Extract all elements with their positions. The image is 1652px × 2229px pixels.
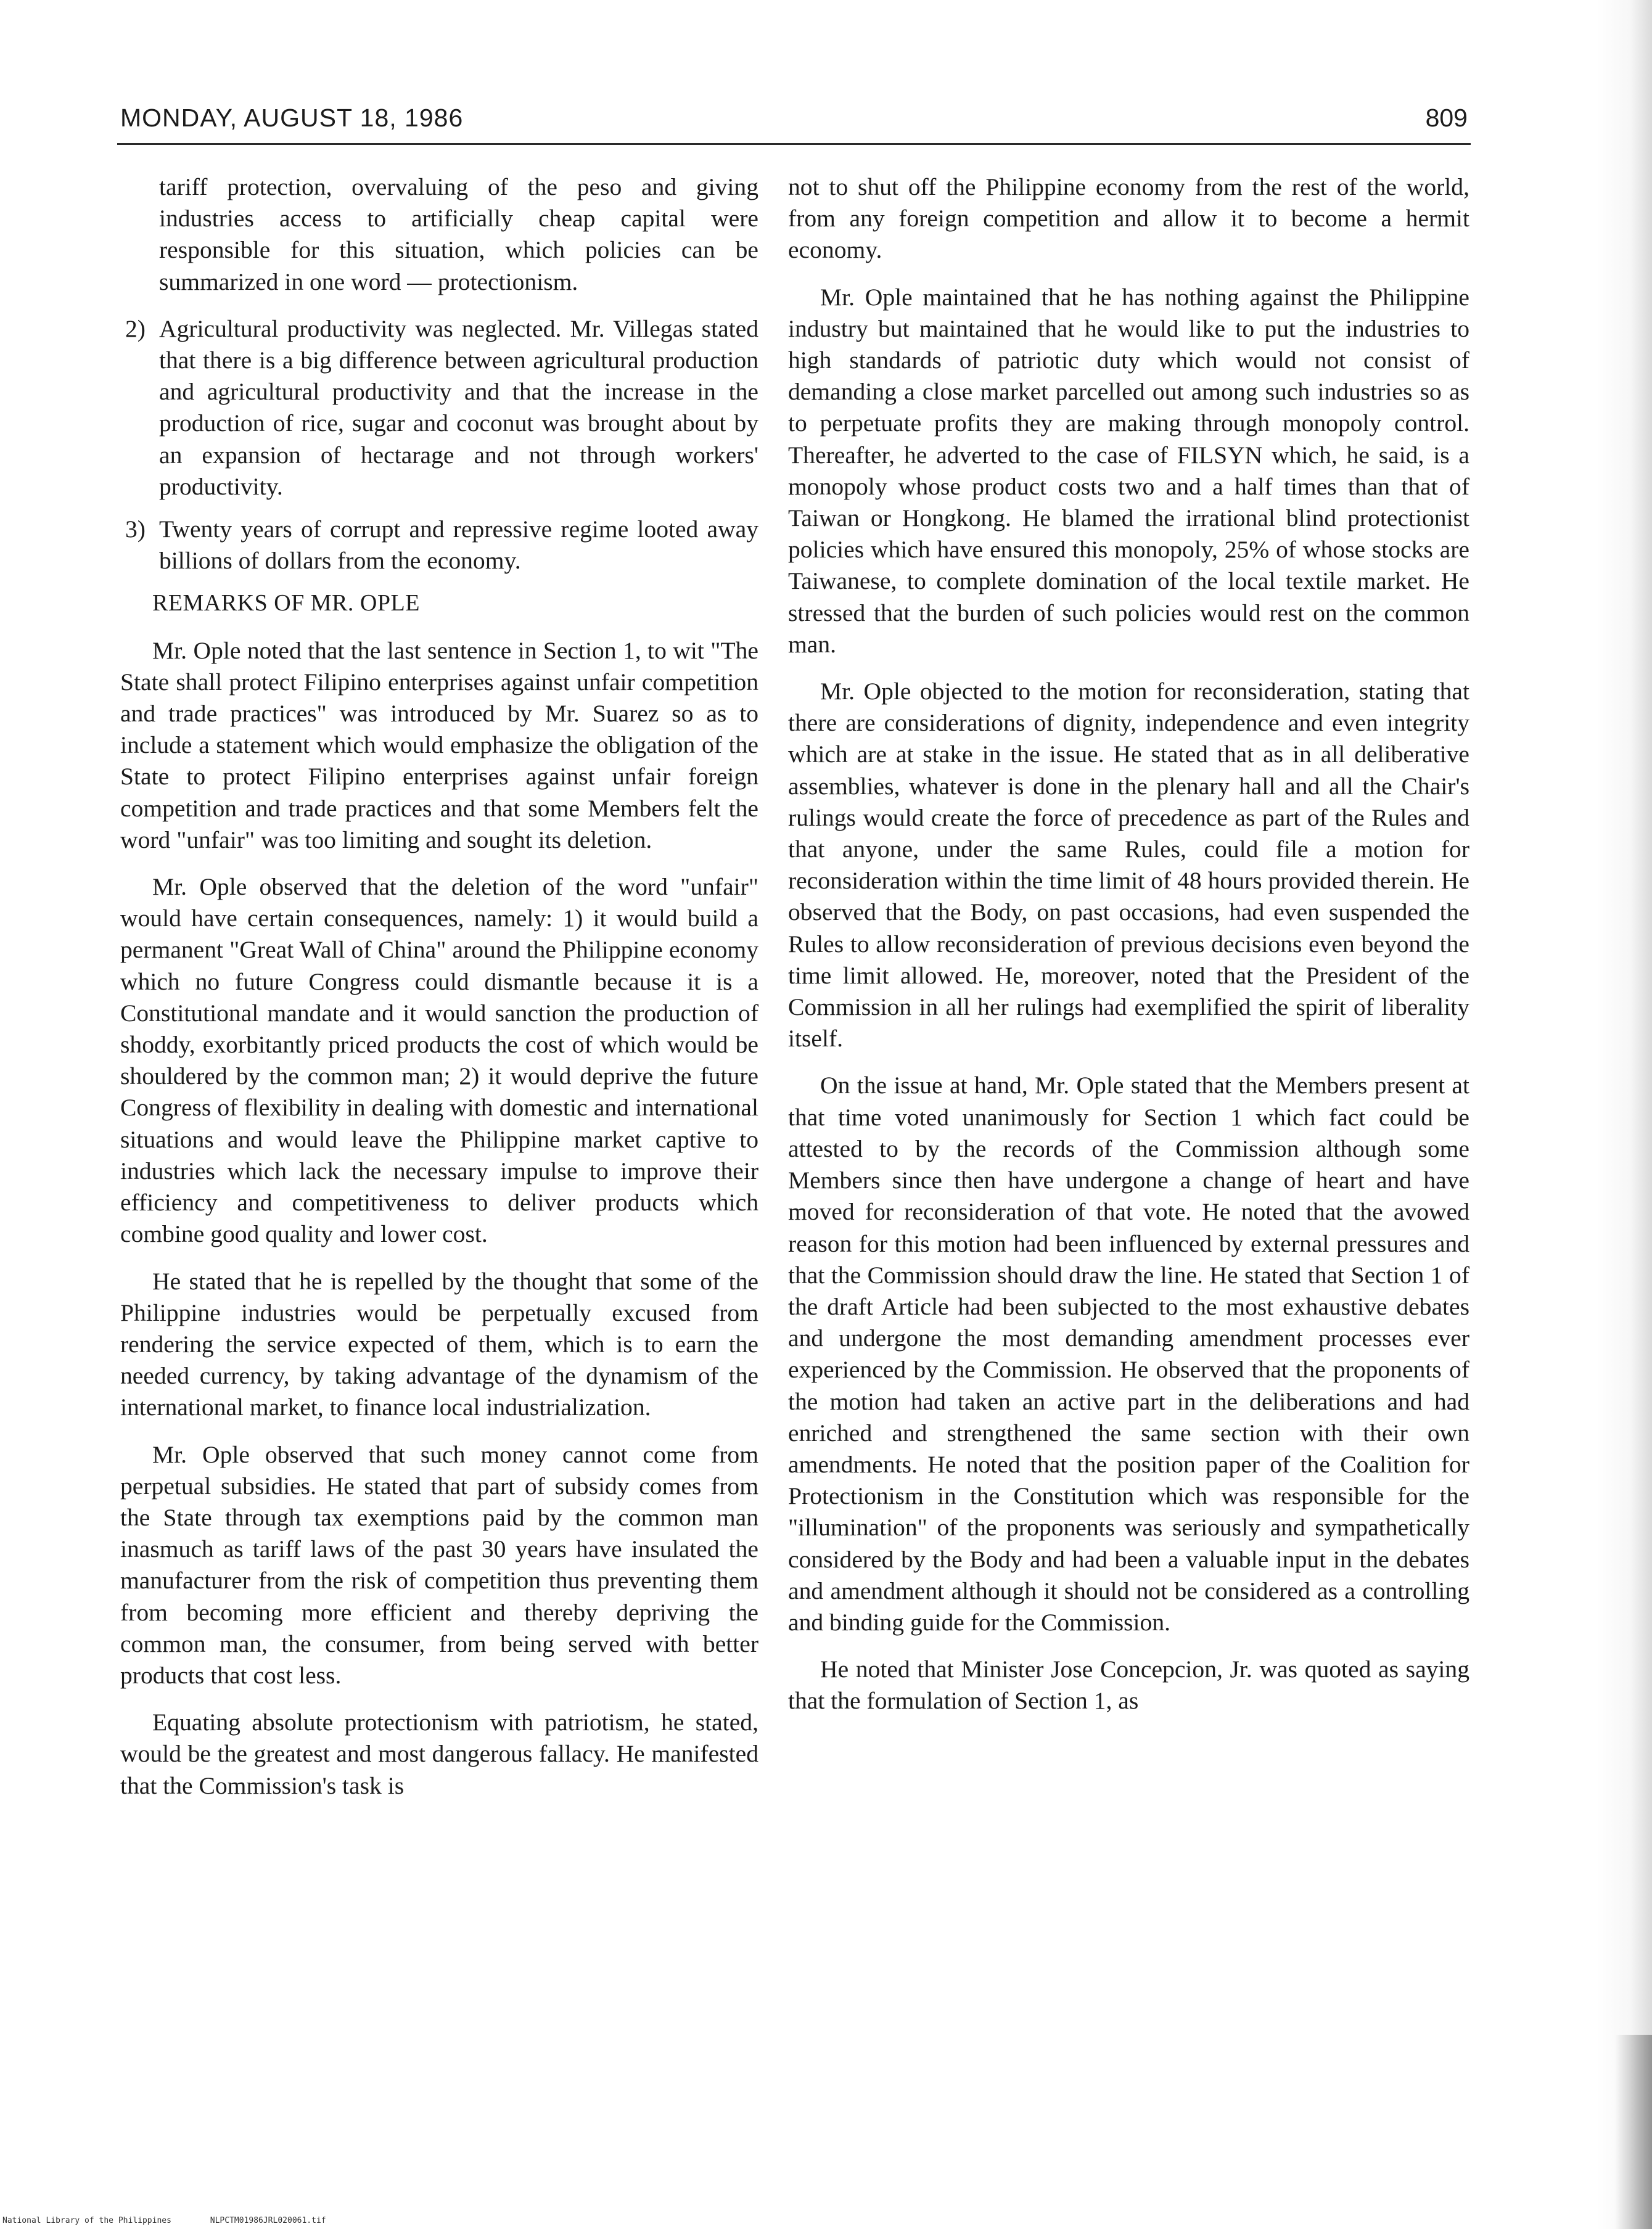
paragraph: He noted that Minister Jose Concepcion, Jr. was quoted as saying that the formulation of Section 1, as <box>788 1656 1469 1715</box>
paragraph: On the issue at hand, Mr. Ople stated that the Members present at that time voted unanimously for Section 1 which fact could be attested to by the records of the Commission although some Members since then have undergone a change of heart and have moved for reconsideration of that vote. He noted that the avowed reason for this motion had been influenced by external pressures and that the Commission should draw the line. He stated that Section 1 of the draft Article had been subjected to the most exhaustive debates and undergone the most demanding amendment processes ever experienced by the Commission. He observed that the proponents of the motion had taken an active part in the deliberations and had enriched and strengthened the same section with their own amendments. He noted that the position paper of the Coalition for Protectionism in the Constitution which was responsible for the "illumination" of the proponents was seriously and sympathetically considered by the Body and had been a valuable input in the debates and amendment although it should not be considered as a controlling and binding guide for the Commission. <box>788 1072 1469 1636</box>
list-item <box>120 313 758 503</box>
section-heading: REMARKS OF MR. OPLE <box>152 590 420 617</box>
scan-edge-shadow-bottom <box>1615 2035 1652 2229</box>
paragraph: Equating absolute protectionism with patriotism, he stated, would be the greatest and most dangerous fallacy. He manifested that the Commission's task is <box>120 1709 758 1799</box>
numbered-list <box>120 313 758 577</box>
paragraph: Mr. Ople objected to the motion for reconsideration, stating that there are considerations of dignity, independence and even integrity which are at stake in the issue. He stated that as in all deliberative assemblies, whatever is done in the plenary hall and all the Chair's rulings would create the force of precedence as part of the Rules and that anyone, under the same Rules, could file a motion for reconsideration within the time limit of 48 hours provided therein. He observed that the Body, on past occasions, had even suspended the Rules to allow reconsideration of previous decisions even beyond the time limit allowed. He, moreover, noted that the President of the Commission in all her rulings had exemplified the spirit of liberality itself. <box>788 678 1469 1053</box>
header-rule <box>117 143 1471 145</box>
page-number: 809 <box>1425 104 1468 132</box>
scan-footer <box>2 2216 360 2225</box>
scan-edge-shadow <box>1597 0 1652 2229</box>
paragraph: Mr. Ople observed that such money cannot come from perpetual subsidies. He stated that part of subsidy comes from the State through tax exemptions paid by the common man inasmuch as tariff laws of the past 30 years have insulated the manufacturer from the risk of competition thus preventing them from becoming more efficient and thereby depriving the common man, the consumer, from being served with better products that cost less. <box>120 1440 758 1689</box>
list-item-number: 3) <box>125 515 146 543</box>
list-item-text: Agricultural productivity was neglected. Mr. Villegas stated that there is a big difference between agricultural production and agricultural productivity and that the increase in the production of rice, sugar and coconut was brought about by an expansion of hectarage and not through workers' productivity. <box>159 314 758 500</box>
paragraph: He stated that he is repelled by the thought that some of the Philippine industries would be perpetually excused from rendering the service expected of them, which is to earn the needed currency, by taking advantage of the dynamism of the international market, to finance local industrialization. <box>120 1267 758 1421</box>
paragraph-continuation: not to shut off the Philippine economy from the rest of the world, from any foreign competition and allow it to become a hermit economy. <box>788 173 1469 264</box>
intro-continuation: tariff protection, overvaluing of the peso and giving industries access to artificially cheap capital were responsible for this situation, which policies can be summarized in one word — protectionism. <box>159 173 758 295</box>
list-item-text: Twenty years of corrupt and repressive regime looted away billions of dollars from the economy. <box>159 515 758 575</box>
footer-library: National Library of the Philippines <box>2 2216 171 2225</box>
footer-file-id: NLPCTM01986JRL020061.tif <box>210 2216 326 2225</box>
paragraph: Mr. Ople observed that the deletion of the word "unfair" would have certain consequences, namely: 1) it would build a permanent "Great Wall of China" around the Philippine economy which no future Congress could dismantle because it is a Constitutional mandate and it would sanction the production of shoddy, exorbitantly priced products the cost of which would be shouldered by the common man; 2) it would deprive the future Congress of flexibility in dealing with domestic and international situations and would leave the Philippine market captive to industries which lack the necessary impulse to improve their efficiency and competitiveness to deliver products which combine good quality and lower cost. <box>120 873 758 1248</box>
left-column <box>120 171 758 1817</box>
list-item-number: 2) <box>125 314 146 342</box>
paragraph: Mr. Ople noted that the last sentence in Section 1, to wit "The State shall protect Filipino enterprises against unfair competition and trade practices" was introduced by Mr. Suarez so as to include a statement which would emphasize the obligation of the State to protect Filipino enterprises against unfair foreign competition and trade practices and that some Members felt the word "unfair" was too limiting and sought its deletion. <box>120 636 758 853</box>
paragraph: Mr. Ople maintained that he has nothing against the Philippine industry but maintained that he would like to put the industries to high standards of patriotic duty which would not consist of demanding a close market parcelled out among such industries so as to perpetuate profits they are making through monopoly control. Thereafter, he adverted to the case of FILSYN which, he said, is a monopoly whose product costs two and a half times than that of Taiwan or Hongkong. He blamed the irrational blind protectionist policies which have ensured this monopoly, 25% of whose stocks are Taiwanese, to complete domination of the local textile market. He stressed that the burden of such policies would rest on the common man. <box>788 283 1469 658</box>
right-column <box>788 171 1469 1733</box>
header-date: MONDAY, AUGUST 18, 1986 <box>120 104 464 132</box>
page-header <box>120 104 1468 147</box>
list-item <box>120 514 758 577</box>
